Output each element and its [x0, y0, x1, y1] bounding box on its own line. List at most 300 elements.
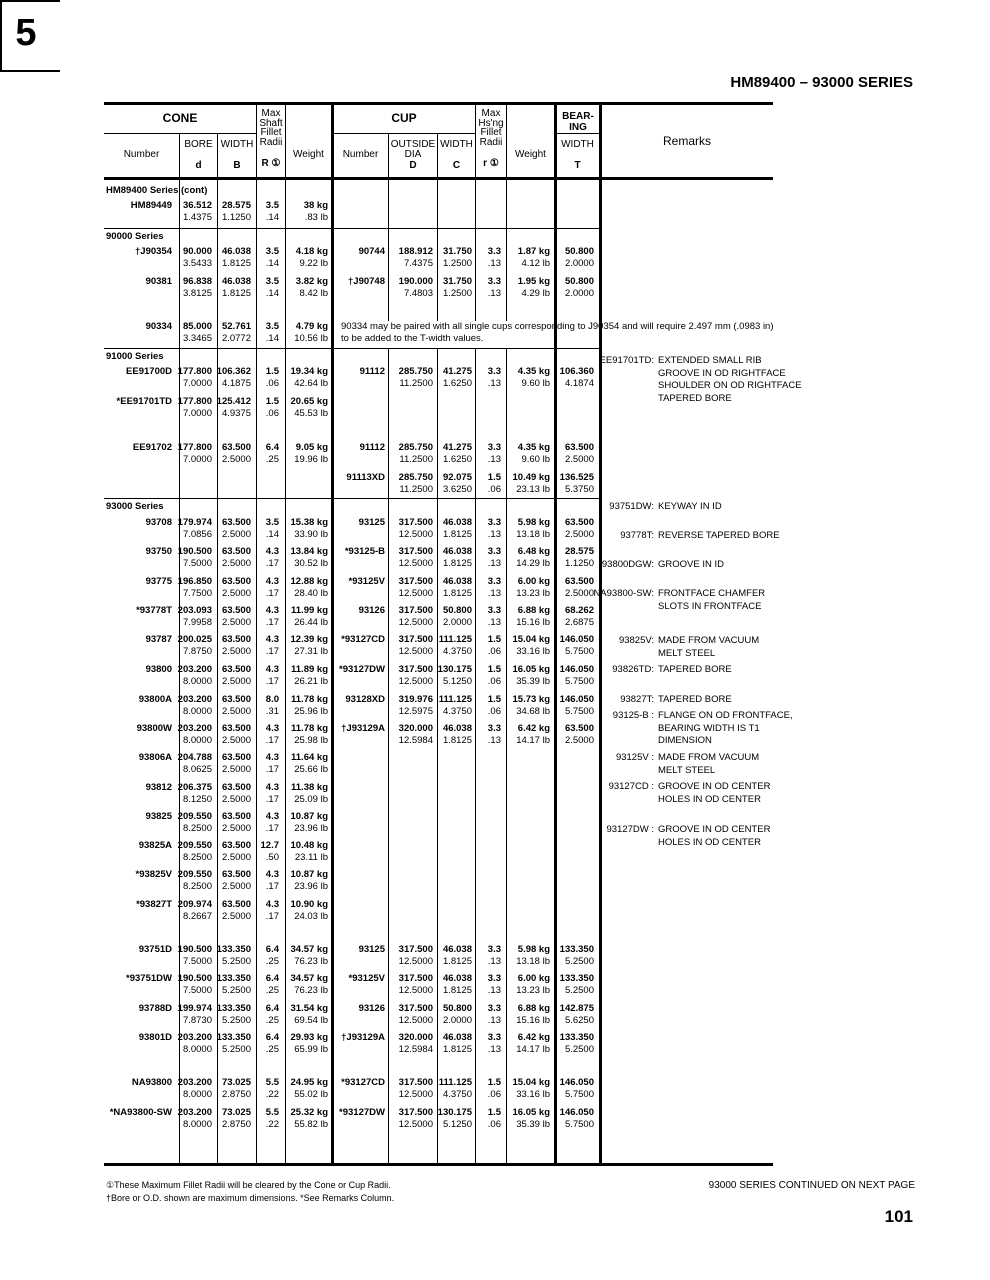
cone-number: NA93800: [131, 1077, 172, 1088]
bore-value: 8.0625: [182, 764, 212, 775]
shaft-radius-value: 4.3: [265, 605, 279, 616]
width-c-value: 111.125: [438, 634, 472, 645]
header-bottom-rule: [104, 177, 773, 180]
shaft-radius-value: .06: [265, 408, 279, 419]
bore-value: 177.800: [177, 442, 212, 453]
width-t-value: 133.350: [559, 944, 594, 955]
cone-weight-value: 25.32 kg: [290, 1107, 328, 1118]
cup-number: *93125-B: [344, 546, 385, 557]
width-b-value: 2.5000: [221, 454, 251, 465]
housing-radius-value: 3.3: [487, 276, 501, 287]
width-b-value: 63.500: [221, 576, 251, 587]
housing-radius-value: 1.5: [487, 472, 501, 483]
housing-radius-value: 3.3: [487, 1032, 501, 1043]
width-t-value: 5.7500: [564, 1119, 594, 1130]
outside-dia-value: 11.2500: [399, 484, 433, 495]
remark-key: 93751DW:: [609, 501, 654, 512]
header-D: D: [409, 160, 417, 171]
col-rule-thick: [554, 104, 557, 1163]
cone-number: 93801D: [138, 1032, 172, 1043]
cone-weight-value: 13.84 kg: [290, 546, 328, 557]
header-T: T: [574, 160, 581, 171]
bore-value: 3.3465: [182, 333, 212, 344]
housing-radius-value: .06: [487, 1089, 501, 1100]
bore-value: 8.0000: [182, 1044, 212, 1055]
col-rule: [437, 348, 438, 1163]
cup-number: 91113XD: [346, 472, 385, 483]
shaft-radius-value: 4.3: [265, 664, 279, 675]
cup-number: *93127DW: [339, 1107, 385, 1118]
cup-weight-value: 6.88 kg: [517, 605, 550, 616]
cup-weight-value: 15.73 kg: [512, 694, 550, 705]
width-b-value: 2.5000: [221, 558, 251, 569]
shaft-radius-value: .50: [265, 852, 279, 863]
bore-value: 177.800: [177, 396, 212, 407]
cup-weight-value: 5.98 kg: [517, 944, 550, 955]
width-c-value: 46.038: [442, 576, 472, 587]
width-b-value: 4.9375: [221, 408, 251, 419]
cone-weight-value: 28.40 lb: [294, 588, 328, 599]
cone-weight-value: 11.78 kg: [291, 723, 328, 734]
cone-weight-value: 24.03 lb: [294, 911, 328, 922]
bore-value: 8.0000: [182, 1119, 212, 1130]
shaft-radius-value: .25: [265, 1015, 279, 1026]
remark-text: SLOTS IN FRONTFACE: [658, 600, 762, 612]
cone-weight-value: 19.96 lb: [294, 454, 328, 465]
width-t-value: 5.7500: [564, 676, 594, 687]
cone-number: 93825: [145, 811, 172, 822]
cup-weight-value: 4.35 kg: [517, 442, 550, 453]
housing-radius-value: 3.3: [487, 246, 501, 257]
width-b-value: 1.8125: [221, 258, 251, 269]
shaft-radius-value: .31: [265, 706, 279, 717]
bore-value: 3.5433: [182, 258, 212, 269]
width-b-value: 5.2500: [221, 1015, 251, 1026]
cone-weight-value: 10.48 kg: [290, 840, 328, 851]
cone-number: 93708: [145, 517, 172, 528]
cone-weight-value: 20.65 kg: [290, 396, 328, 407]
outside-dia-value: 7.4375: [403, 258, 433, 269]
cone-weight-value: 34.57 kg: [290, 944, 328, 955]
housing-radius-value: .13: [487, 558, 501, 569]
width-b-value: 46.038: [221, 246, 251, 257]
cone-number: *NA93800-SW: [109, 1107, 172, 1118]
housing-radius-value: 3.3: [487, 1003, 501, 1014]
shaft-radius-value: .25: [265, 956, 279, 967]
header-B: B: [233, 160, 241, 171]
cone-number: *93825V: [135, 869, 172, 880]
remark-text: REVERSE TAPERED BORE: [658, 530, 780, 541]
cup-weight-value: 16.05 kg: [512, 664, 550, 675]
bore-value: 203.200: [177, 1077, 212, 1088]
header-bearing: BEAR- ING: [562, 111, 594, 133]
cup-weight-value: 35.39 lb: [516, 1119, 550, 1130]
width-c-value: 1.8125: [442, 529, 472, 540]
cone-number: 93788D: [138, 1003, 172, 1014]
shaft-radius-value: .14: [265, 529, 279, 540]
cone-weight-value: 4.18 kg: [295, 246, 328, 257]
bore-value: 190.500: [177, 973, 212, 984]
bore-value: 7.0000: [182, 378, 212, 389]
cup-weight-value: 4.35 kg: [517, 366, 550, 377]
width-c-value: 41.275: [442, 442, 472, 453]
width-t-value: 63.500: [564, 576, 594, 587]
remark-key: 93778T:: [620, 530, 654, 541]
remark-key: 93127DW :: [606, 824, 654, 835]
cup-weight-value: 13.18 lb: [516, 529, 550, 540]
cup-weight-value: 6.00 kg: [517, 973, 550, 984]
cone-weight-value: 45.53 lb: [294, 408, 328, 419]
width-t-value: 146.050: [559, 664, 594, 675]
header-width-b: WIDTH: [220, 139, 254, 150]
col-rule: [256, 104, 257, 1163]
outside-dia-value: 12.5000: [398, 956, 433, 967]
remark-key: 93125V :: [615, 752, 654, 763]
shaft-radius-value: .17: [265, 764, 279, 775]
shaft-radius-value: .06: [265, 378, 279, 389]
cone-weight-value: 29.93 kg: [290, 1032, 328, 1043]
width-c-value: 46.038: [442, 517, 472, 528]
bore-value: 8.0000: [182, 706, 212, 717]
width-b-value: 2.5000: [221, 764, 251, 775]
cone-weight-value: 11.38 kg: [291, 782, 328, 793]
remark-text: GROOVE IN ID: [658, 559, 724, 570]
cone-weight-value: 12.88 kg: [290, 576, 328, 587]
width-c-value: 46.038: [442, 546, 472, 557]
width-b-value: 2.5000: [221, 881, 251, 892]
cup-weight-value: 6.00 kg: [517, 576, 550, 587]
cone-weight-value: 10.87 kg: [290, 811, 328, 822]
cone-number: 93750: [145, 546, 172, 557]
bore-value: 203.200: [177, 1032, 212, 1043]
cup-number: *93125V: [348, 576, 385, 587]
remark-text: GROOVE IN OD RIGHTFACE: [658, 367, 786, 379]
cone-number: *93751DW: [126, 973, 172, 984]
shaft-radius-value: .14: [265, 258, 279, 269]
cup-weight-value: 6.42 kg: [517, 1032, 550, 1043]
width-c-value: 4.3750: [442, 706, 472, 717]
bearing-group-rule: [556, 133, 600, 134]
cone-weight-value: 26.44 lb: [294, 617, 328, 628]
width-b-value: 63.500: [221, 840, 251, 851]
cone-number: EE91702: [132, 442, 172, 453]
outside-dia-value: 12.5000: [398, 1015, 433, 1026]
shaft-radius-value: 4.3: [265, 576, 279, 587]
cup-weight-value: 9.60 lb: [521, 378, 550, 389]
width-t-value: 2.5000: [564, 454, 594, 465]
shaft-radius-value: .17: [265, 823, 279, 834]
cone-weight-value: 55.02 lb: [294, 1089, 328, 1100]
housing-radius-value: .06: [487, 676, 501, 687]
remark-key: 93125-B :: [612, 710, 654, 721]
remark-key: 93825V:: [618, 635, 654, 646]
width-c-value: 31.750: [442, 276, 472, 287]
col-rule-thick: [331, 104, 334, 1163]
cone-weight-value: 38 kg: [303, 200, 328, 211]
housing-radius-value: .13: [487, 735, 501, 746]
cup-weight-value: 1.95 kg: [517, 276, 550, 287]
header-max-hsng: Max Hs'ng Fillet Radii: [478, 108, 504, 148]
shaft-radius-value: 4.3: [265, 869, 279, 880]
header-cup-number: Number: [342, 149, 379, 160]
cup-weight-value: 13.18 lb: [516, 956, 550, 967]
width-b-value: 73.025: [221, 1107, 251, 1118]
cup-weight-value: 9.60 lb: [521, 454, 550, 465]
cup-weight-value: 5.98 kg: [517, 517, 550, 528]
cone-weight-value: 65.99 lb: [294, 1044, 328, 1055]
width-b-value: 2.5000: [221, 911, 251, 922]
width-b-value: 2.5000: [221, 529, 251, 540]
bore-value: 8.2500: [182, 823, 212, 834]
width-t-value: 142.875: [559, 1003, 594, 1014]
cup-weight-value: 15.16 lb: [516, 617, 550, 628]
outside-dia-value: 12.5984: [398, 1044, 433, 1055]
cup-weight-value: 16.05 kg: [512, 1107, 550, 1118]
shaft-radius-value: 6.4: [265, 1003, 279, 1014]
shaft-radius-value: .17: [265, 558, 279, 569]
width-b-value: 2.5000: [221, 706, 251, 717]
width-t-value: 4.1874: [564, 378, 594, 389]
remark-text: MELT STEEL: [658, 764, 716, 776]
cup-number: 90744: [358, 246, 385, 257]
shaft-radius-value: .17: [265, 911, 279, 922]
remark-text: GROOVE IN OD CENTER: [658, 781, 771, 792]
width-b-value: 63.500: [221, 869, 251, 880]
width-c-value: 31.750: [442, 246, 472, 257]
cup-weight-value: 10.49 kg: [512, 472, 550, 483]
outside-dia-value: 12.5000: [398, 676, 433, 687]
shaft-radius-value: .17: [265, 881, 279, 892]
bore-value: 7.8750: [182, 646, 212, 657]
cup-number: †J93129A: [341, 1032, 385, 1043]
width-b-value: 133.350: [216, 973, 251, 984]
cup-weight-value: 13.23 lb: [516, 588, 550, 599]
remark-key: 93800DGW:: [601, 559, 654, 570]
housing-radius-value: .06: [487, 1119, 501, 1130]
width-c-value: 1.8125: [442, 558, 472, 569]
cone-number: 93825A: [138, 840, 172, 851]
width-b-value: 2.0772: [221, 333, 251, 344]
cone-weight-value: 9.22 lb: [299, 258, 328, 269]
bore-value: 209.550: [177, 840, 212, 851]
width-c-value: 1.8125: [442, 956, 472, 967]
bore-value: 8.0000: [182, 1089, 212, 1100]
outside-dia-value: 12.5000: [398, 1089, 433, 1100]
cone-number: *93827T: [136, 899, 172, 910]
cup-number: 93126: [358, 1003, 385, 1014]
width-c-value: 3.6250: [442, 484, 472, 495]
width-c-value: 1.8125: [442, 1044, 472, 1055]
cone-weight-value: 12.39 kg: [290, 634, 328, 645]
width-c-value: 1.2500: [442, 258, 472, 269]
cone-weight-value: 25.96 lb: [294, 706, 328, 717]
table-bottom-rule: [104, 1163, 773, 1166]
remark-key: 93826TD:: [612, 664, 654, 675]
cup-weight-value: 1.87 kg: [517, 246, 550, 257]
cone-number: 90381: [145, 276, 172, 287]
cone-number: HM89449: [130, 200, 172, 211]
outside-dia-value: 190.000: [398, 276, 433, 287]
remark-text: EXTENDED SMALL RIB: [658, 355, 762, 366]
width-b-value: 63.500: [221, 694, 251, 705]
width-b-value: 52.761: [221, 321, 251, 332]
cup-number: *93127DW: [339, 664, 385, 675]
housing-radius-value: 1.5: [487, 1077, 501, 1088]
cup-number: †J93129A: [341, 723, 385, 734]
bore-value: 85.000: [182, 321, 212, 332]
bore-value: 8.2500: [182, 881, 212, 892]
housing-radius-value: .13: [487, 588, 501, 599]
shaft-radius-value: .17: [265, 676, 279, 687]
outside-dia-value: 12.5000: [398, 646, 433, 657]
cup-weight-value: 15.16 lb: [516, 1015, 550, 1026]
width-t-value: 2.0000: [564, 288, 594, 299]
width-t-value: 146.050: [559, 634, 594, 645]
width-t-value: 1.1250: [564, 558, 594, 569]
cone-weight-value: 23.96 lb: [294, 823, 328, 834]
housing-radius-value: .06: [487, 484, 501, 495]
bore-value: 196.850: [177, 576, 212, 587]
width-c-value: 92.075: [442, 472, 472, 483]
cone-weight-value: .83 lb: [304, 212, 328, 223]
note-90334-line1: 90334 may be paired with all single cups corresponding to J90354 and will require 2.497 mm (.0983 in): [341, 321, 774, 332]
cup-number: 93128XD: [345, 694, 385, 705]
remark-text: MADE FROM VACUUM: [658, 752, 760, 763]
width-c-value: 1.6250: [442, 454, 472, 465]
width-b-value: 5.2500: [221, 956, 251, 967]
shaft-radius-value: .22: [265, 1089, 279, 1100]
bore-value: 177.800: [177, 366, 212, 377]
outside-dia-value: 317.500: [398, 1077, 433, 1088]
outside-dia-value: 188.912: [398, 246, 433, 257]
remark-key: NA93800-SW:: [593, 588, 654, 599]
width-b-value: 63.500: [221, 517, 251, 528]
outside-dia-value: 11.2500: [399, 378, 433, 389]
cup-weight-value: 4.12 lb: [521, 258, 550, 269]
cone-weight-value: 34.57 kg: [290, 973, 328, 984]
cup-number: †J90748: [348, 276, 385, 287]
cup-weight-value: 4.29 lb: [521, 288, 550, 299]
bore-value: 7.5000: [182, 985, 212, 996]
cone-weight-value: 10.56 lb: [294, 333, 328, 344]
bore-value: 209.550: [177, 811, 212, 822]
width-t-value: 5.3750: [564, 484, 594, 495]
width-b-value: 2.5000: [221, 794, 251, 805]
bore-value: 7.0000: [182, 408, 212, 419]
outside-dia-value: 317.500: [398, 546, 433, 557]
width-b-value: 2.5000: [221, 823, 251, 834]
width-c-value: 2.0000: [442, 1015, 472, 1026]
outside-dia-value: 12.5000: [398, 558, 433, 569]
housing-radius-value: .13: [487, 1044, 501, 1055]
housing-radius-value: .13: [487, 956, 501, 967]
shaft-radius-value: .14: [265, 212, 279, 223]
cup-weight-value: 14.17 lb: [516, 1044, 550, 1055]
bore-value: 7.0000: [182, 454, 212, 465]
width-t-value: 5.7500: [564, 1089, 594, 1100]
bore-value: 8.0000: [182, 676, 212, 687]
shaft-radius-value: 4.3: [265, 782, 279, 793]
cone-number: 93806A: [138, 752, 172, 763]
width-b-value: 63.500: [221, 723, 251, 734]
col-rule: [285, 104, 286, 1163]
cone-weight-value: 42.64 lb: [294, 378, 328, 389]
outside-dia-value: 12.5984: [398, 735, 433, 746]
width-b-value: 2.5000: [221, 588, 251, 599]
bore-value: 190.500: [177, 546, 212, 557]
housing-radius-value: 1.5: [487, 634, 501, 645]
cup-weight-value: 23.13 lb: [516, 484, 550, 495]
col-rule-thick: [599, 104, 602, 1163]
width-c-value: 130.175: [437, 1107, 472, 1118]
bore-value: 3.8125: [182, 288, 212, 299]
bore-value: 203.200: [177, 664, 212, 675]
width-b-value: 63.500: [221, 546, 251, 557]
header-width-t: WIDTH: [561, 139, 594, 150]
shaft-radius-value: .17: [265, 735, 279, 746]
cone-weight-value: 23.11 lb: [294, 852, 328, 863]
shaft-radius-value: 6.4: [265, 442, 279, 453]
width-c-value: 5.1250: [442, 1119, 472, 1130]
cone-weight-value: 9.05 kg: [295, 442, 328, 453]
width-t-value: 63.500: [564, 517, 594, 528]
header-R: R ①: [261, 158, 281, 169]
shaft-radius-value: 5.5: [265, 1077, 279, 1088]
page-number: 101: [884, 1207, 913, 1226]
housing-radius-value: .13: [487, 454, 501, 465]
width-b-value: 2.5000: [221, 646, 251, 657]
width-b-value: 2.5000: [221, 852, 251, 863]
outside-dia-value: 317.500: [398, 517, 433, 528]
cone-weight-value: 76.23 lb: [294, 956, 328, 967]
shaft-radius-value: 1.5: [265, 396, 279, 407]
width-b-value: 63.500: [221, 605, 251, 616]
remark-text: FRONTFACE CHAMFER: [658, 588, 766, 599]
col-rule: [506, 348, 507, 1163]
series-title: HM89400 – 93000 SERIES: [730, 74, 913, 91]
housing-radius-value: 3.3: [487, 366, 501, 377]
bore-value: 209.550: [177, 869, 212, 880]
housing-radius-value: 3.3: [487, 576, 501, 587]
shaft-radius-value: 6.4: [265, 944, 279, 955]
outside-dia-value: 12.5975: [398, 706, 433, 717]
cone-number: EE91700D: [126, 366, 172, 377]
remark-text: GROOVE IN OD CENTER: [658, 824, 771, 835]
header-C: C: [452, 160, 461, 171]
cup-weight-value: 15.04 kg: [512, 1077, 550, 1088]
cone-weight-value: 25.09 lb: [294, 794, 328, 805]
width-c-value: 1.8125: [442, 588, 472, 599]
outside-dia-value: 319.976: [398, 694, 433, 705]
header-remarks: Remarks: [662, 134, 711, 148]
cone-number: 93800W: [136, 723, 172, 734]
width-t-value: 2.5000: [564, 735, 594, 746]
remark-text: HOLES IN OD CENTER: [658, 793, 761, 805]
width-b-value: 2.5000: [221, 735, 251, 746]
chapter-tab: [0, 0, 60, 72]
width-c-value: 41.275: [442, 366, 472, 377]
cone-weight-value: 24.95 kg: [290, 1077, 328, 1088]
width-b-value: 63.500: [221, 634, 251, 645]
housing-radius-value: .13: [487, 288, 501, 299]
bore-value: 1.4375: [182, 212, 212, 223]
outside-dia-value: 12.5000: [398, 617, 433, 628]
col-rule: [506, 104, 507, 321]
cup-weight-value: 33.16 lb: [516, 1089, 550, 1100]
shaft-radius-value: 3.5: [265, 517, 279, 528]
cone-weight-value: 11.99 kg: [291, 605, 328, 616]
housing-radius-value: 3.3: [487, 944, 501, 955]
